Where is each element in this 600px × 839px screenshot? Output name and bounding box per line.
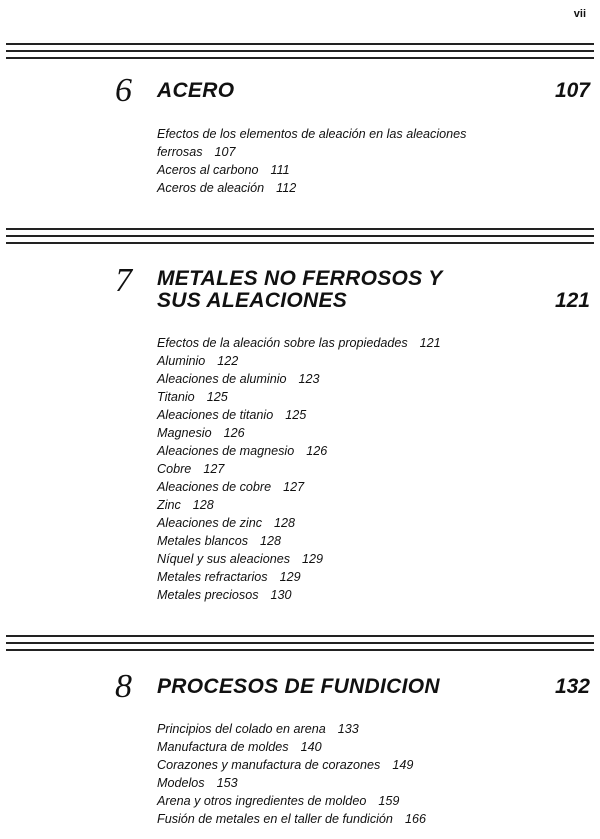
chapter-7-number: 7 <box>115 262 132 299</box>
toc-entry-page: 111 <box>270 163 290 177</box>
page-number: vii <box>573 8 586 20</box>
toc-entry <box>157 496 557 514</box>
toc-entry-page: 128 <box>274 516 296 530</box>
toc-entry-page: 140 <box>300 740 322 754</box>
toc-entry-text: Efectos de los elementos de aleación en las aleaciones ferrosas <box>157 127 467 159</box>
toc-entry <box>157 568 557 586</box>
toc-entry-text: Magnesio <box>157 426 212 440</box>
toc-entry-page: 129 <box>279 570 301 584</box>
toc-entry-text: Aleaciones de cobre <box>157 480 272 494</box>
toc-entry <box>157 532 557 550</box>
toc-entry-text: Cobre <box>157 462 192 476</box>
toc-entry-text: Metales blancos <box>157 534 249 548</box>
toc-entry <box>157 720 557 738</box>
chapter-7-title-line: SUS ALEACIONES <box>157 289 348 312</box>
toc-entry-page: 107 <box>214 145 236 159</box>
toc-entry-page: 153 <box>216 776 238 790</box>
toc-entry-text: Metales refractarios <box>157 570 268 584</box>
toc-entry <box>157 370 557 388</box>
toc-entry <box>157 442 557 460</box>
toc-entry-text: Efectos de la aleación sobre las propiedades <box>157 336 408 350</box>
toc-entry <box>157 161 547 179</box>
toc-entry <box>157 334 557 352</box>
toc-entry-page: 149 <box>392 758 414 772</box>
toc-entry-page: 123 <box>298 372 320 386</box>
toc-entry-page: 122 <box>217 354 239 368</box>
chapter-6-number: 6 <box>115 72 132 109</box>
toc-entry-page: 128 <box>192 498 214 512</box>
toc-entry <box>157 478 557 496</box>
toc-entry-text: Aluminio <box>157 354 206 368</box>
toc-entry <box>157 810 557 828</box>
chapter-8-title <box>157 676 440 698</box>
toc-entry-text: Aleaciones de magnesio <box>157 444 295 458</box>
toc-entry <box>157 738 557 756</box>
toc-entry-text: Aleaciones de zinc <box>157 516 263 530</box>
chapter-7-entries <box>157 334 557 604</box>
chapter-8-entries <box>157 720 557 828</box>
toc-entry-page: 126 <box>223 426 245 440</box>
toc-entry-page: 125 <box>206 390 228 404</box>
toc-entry <box>157 352 557 370</box>
toc-entry <box>157 550 557 568</box>
chapter-7-title-line: METALES NO FERROSOS Y <box>157 267 443 290</box>
chapter-8-page: 132 <box>554 675 590 698</box>
toc-entry-text: Níquel y sus aleaciones <box>157 552 291 566</box>
toc-entry <box>157 424 557 442</box>
toc-entry-text: Manufactura de moldes <box>157 740 289 754</box>
chapter-7-title <box>157 268 443 312</box>
toc-entry <box>157 586 557 604</box>
toc-entry-text: Modelos <box>157 776 205 790</box>
toc-entry-page: 133 <box>337 722 359 736</box>
toc-entry-page: 125 <box>285 408 307 422</box>
toc-entry-text: Aleaciones de aluminio <box>157 372 287 386</box>
toc-entry <box>157 406 557 424</box>
toc-entry <box>157 179 547 197</box>
toc-entry-text: Principios del colado en arena <box>157 722 326 736</box>
toc-entry-page: 130 <box>270 588 292 602</box>
toc-entry-text: Arena y otros ingredientes de moldeo <box>157 794 367 808</box>
toc-entry-page: 121 <box>419 336 441 350</box>
toc-entry-page: 112 <box>276 181 297 195</box>
chapter-8-title-line: PROCESOS DE FUNDICION <box>157 675 440 698</box>
toc-entry-text: Metales preciosos <box>157 588 259 602</box>
toc-entry <box>157 460 557 478</box>
toc-entry <box>157 792 557 810</box>
chapter-8-number: 8 <box>115 668 132 705</box>
chapter-6-title <box>157 80 234 102</box>
toc-entry-text: Aceros de aleación <box>157 181 265 195</box>
chapter-6-title-line: ACERO <box>157 79 235 102</box>
chapter-7-page: 121 <box>554 289 590 312</box>
toc-entry <box>157 774 557 792</box>
toc-entry-page: 127 <box>203 462 225 476</box>
toc-entry-page: 166 <box>404 812 426 826</box>
toc-entry-page: 126 <box>306 444 328 458</box>
toc-entry <box>157 756 557 774</box>
toc-entry <box>157 514 557 532</box>
toc-entry-text: Corazones y manufactura de corazones <box>157 758 381 772</box>
toc-entry-page: 159 <box>378 794 400 808</box>
toc-entry-page: 127 <box>283 480 305 494</box>
toc-entry-text: Zinc <box>157 498 181 512</box>
toc-entry <box>157 125 547 161</box>
toc-entry-text: Aleaciones de titanio <box>157 408 274 422</box>
chapter-6-entries <box>157 125 547 197</box>
toc-entry-text: Titanio <box>157 390 195 404</box>
toc-entry-text: Aceros al carbono <box>157 163 259 177</box>
toc-entry-page: 128 <box>260 534 282 548</box>
toc-entry-page: 129 <box>302 552 324 566</box>
chapter-6-page: 107 <box>554 79 590 102</box>
toc-entry-text: Fusión de metales en el taller de fundición <box>157 812 393 826</box>
toc-entry <box>157 388 557 406</box>
